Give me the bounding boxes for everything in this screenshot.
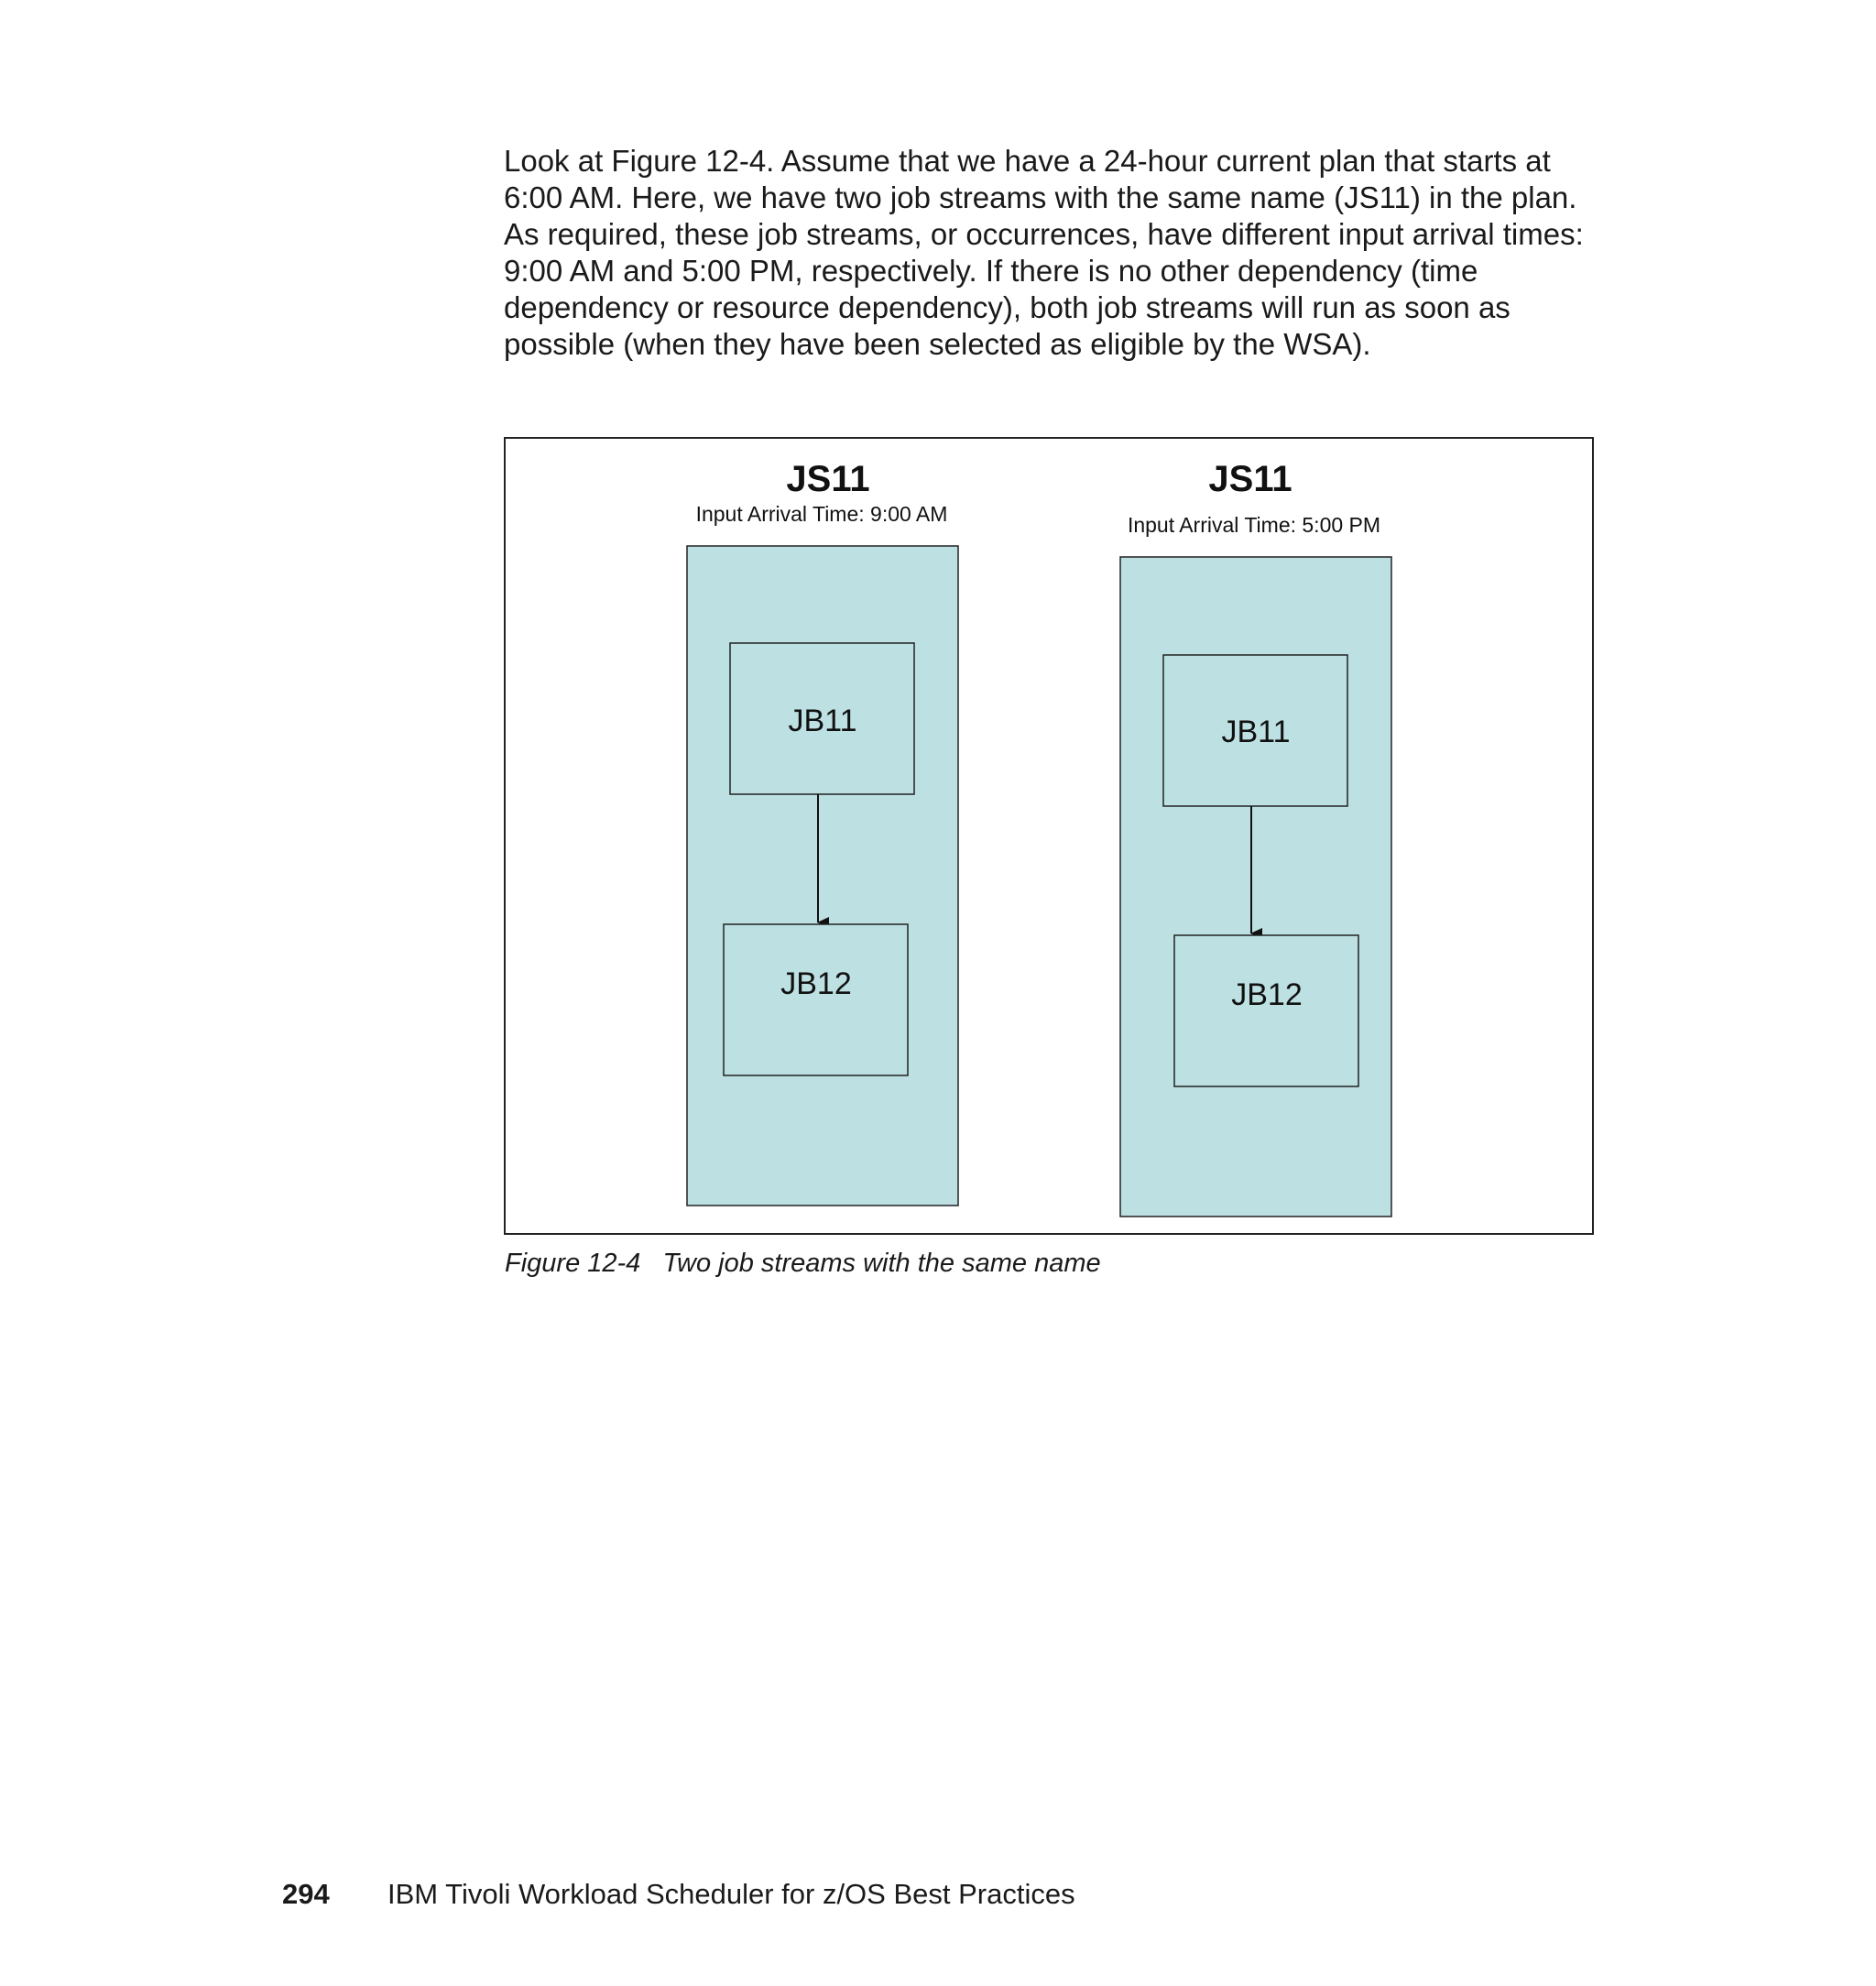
page-footer	[282, 1878, 1075, 1911]
stream-2-arrival-time: Input Arrival Time: 5:00 PM	[1127, 513, 1381, 537]
stream-2-job-jb11-label: JB11	[1221, 715, 1291, 749]
job-stream-1	[687, 459, 958, 1206]
figure-12-4	[504, 437, 1594, 1235]
book-title: IBM Tivoli Workload Scheduler for z/OS Best Practices	[387, 1878, 1075, 1910]
body-paragraph	[504, 143, 1603, 363]
stream-2-title: JS11	[1208, 459, 1292, 499]
paragraph-line: Look at Figure 12-4. Assume that we have a 24-hour current plan that starts at	[504, 144, 1551, 178]
paragraph-line: possible (when they have been selected as eligible by the WSA).	[504, 327, 1371, 361]
paragraph-line: 6:00 AM. Here, we have two job streams with the same name (JS11) in the plan.	[504, 180, 1577, 214]
stream-1-title: JS11	[786, 459, 870, 499]
paragraph-line: As required, these job streams, or occurrences, have different input arrival times:	[504, 217, 1584, 251]
stream-1-arrival-time: Input Arrival Time: 9:00 AM	[695, 502, 948, 526]
paragraph-line: 9:00 AM and 5:00 PM, respectively. If there is no other dependency (time	[504, 254, 1478, 288]
job-stream-diagram	[506, 439, 1592, 1233]
stream-2-job-jb12-label: JB12	[1231, 977, 1303, 1012]
page-number: 294	[282, 1878, 330, 1910]
paragraph-line: dependency or resource dependency), both job streams will run as soon as	[504, 290, 1511, 324]
figure-caption: Figure 12-4 Two job streams with the same name	[505, 1249, 1101, 1278]
stream-1-job-jb11-label: JB11	[788, 704, 857, 738]
stream-1-job-jb12-label: JB12	[780, 966, 852, 1001]
job-stream-2	[1120, 459, 1391, 1217]
